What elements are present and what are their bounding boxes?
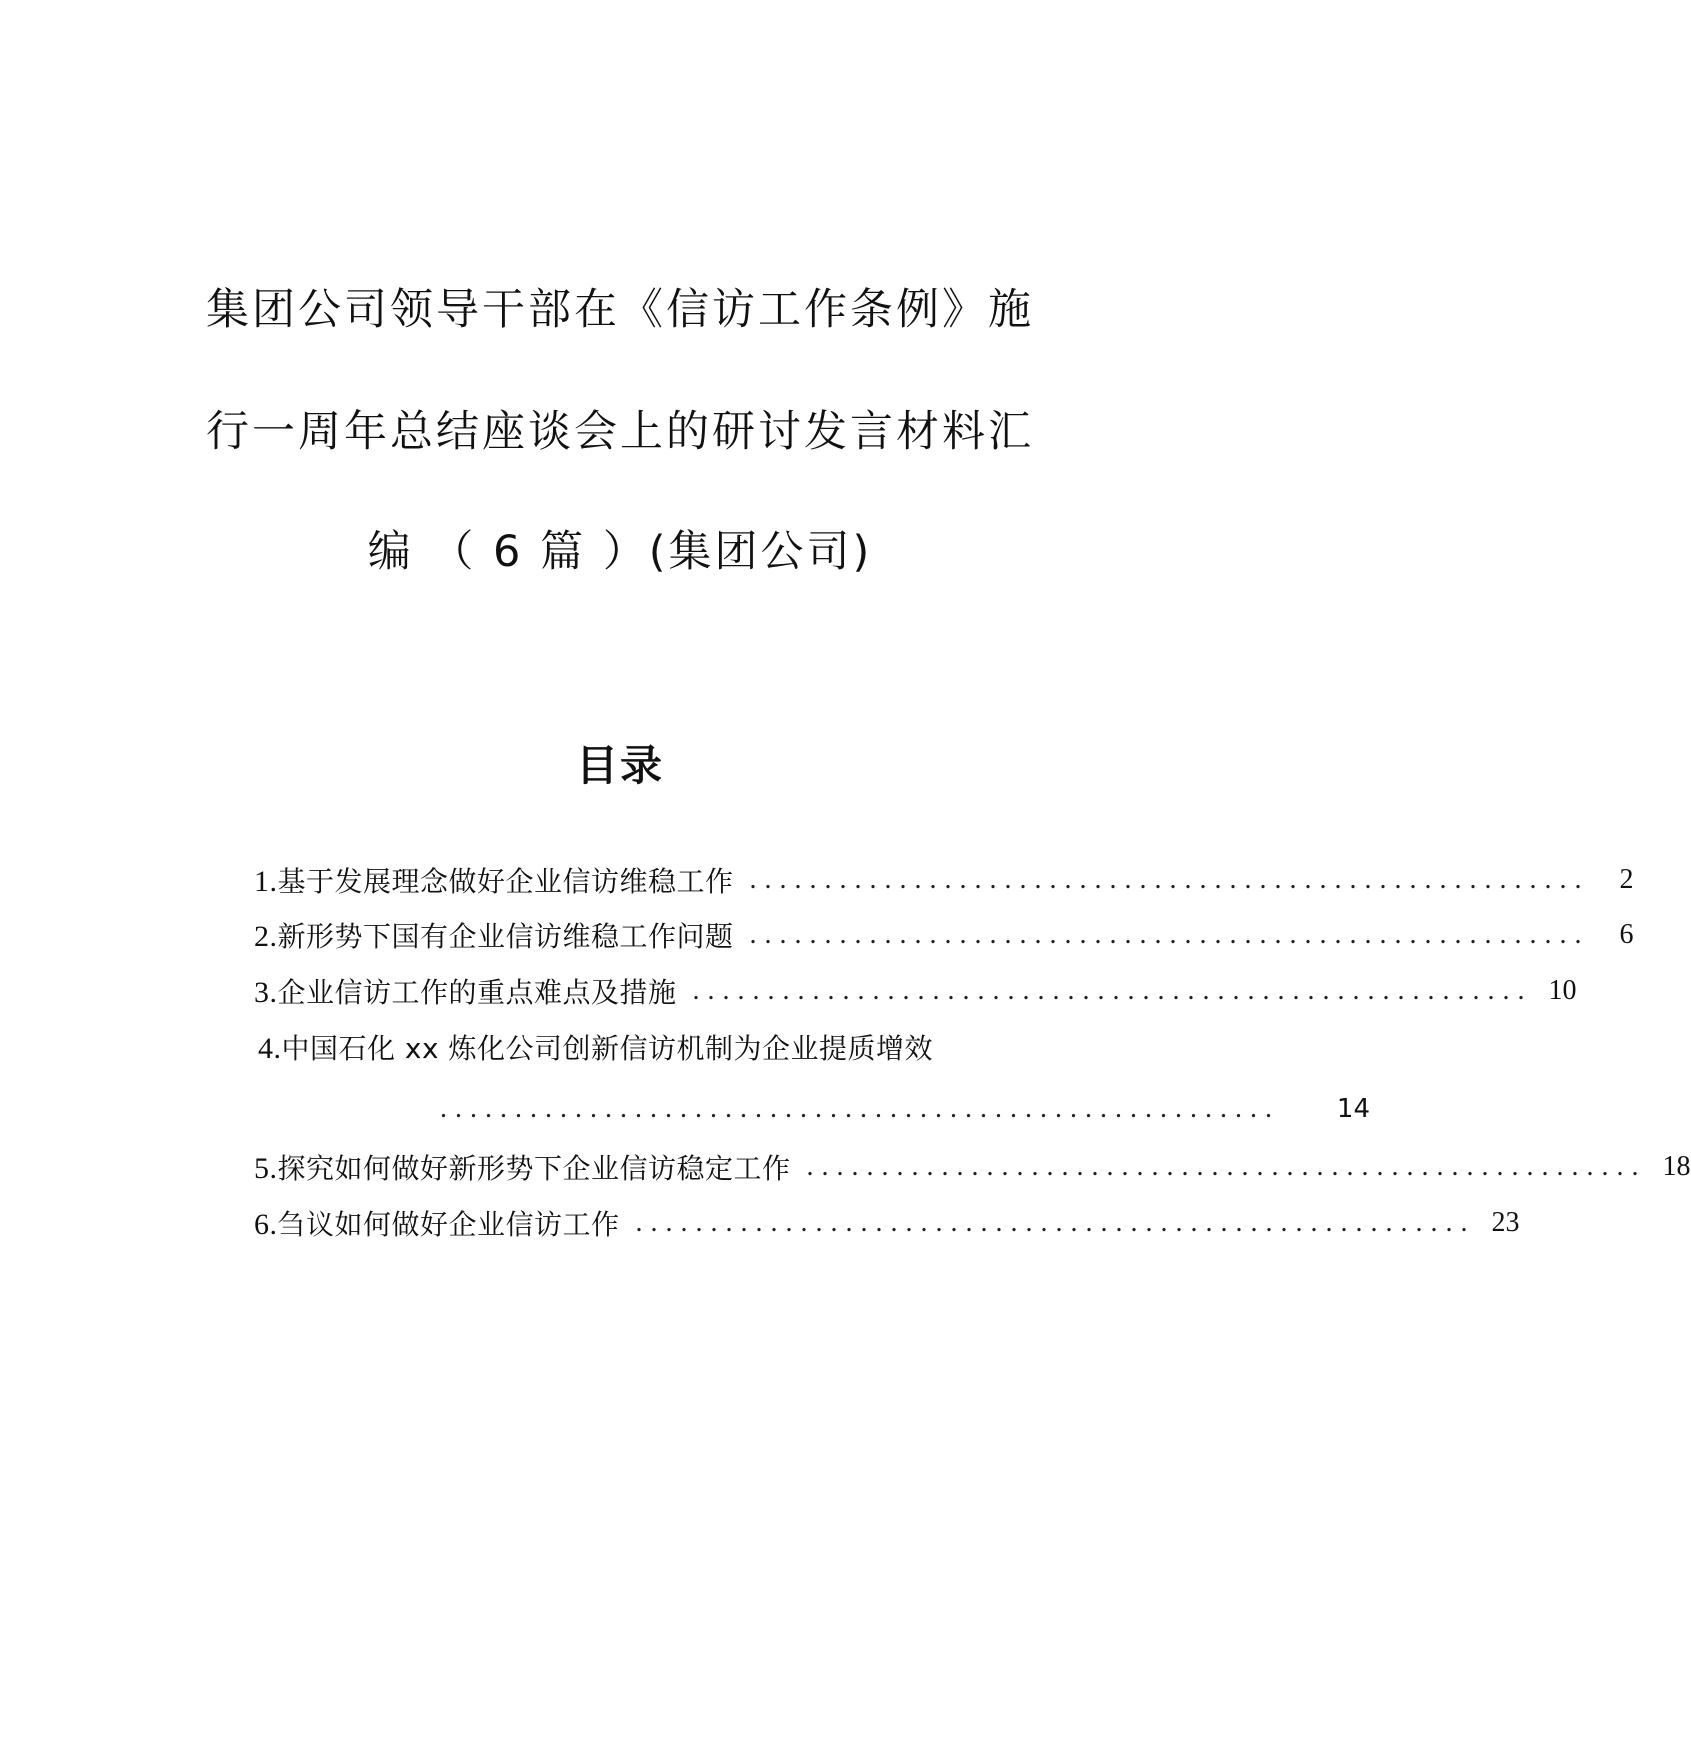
toc-entry-page: 10 bbox=[1548, 975, 1577, 1006]
document-title-line-2: 行一周年总结座谈会上的研讨发言材料汇 bbox=[206, 407, 1034, 457]
toc-entry-text bbox=[254, 860, 734, 900]
toc-entry-page: 23 bbox=[1491, 1207, 1520, 1238]
toc-entry-6[interactable] bbox=[254, 1201, 1520, 1245]
toc-entry-5[interactable] bbox=[254, 1145, 1691, 1189]
toc-entry-title: 刍议如何做好企业信访工作 bbox=[277, 1208, 620, 1241]
toc-entry-title: 探究如何做好新形势下企业信访稳定工作 bbox=[277, 1152, 791, 1185]
toc-entry-number: 5. bbox=[254, 1152, 278, 1185]
toc-leader-dots: ........................................................ bbox=[635, 1207, 1476, 1238]
toc-entry-number: 2. bbox=[254, 920, 278, 953]
toc-leader-dots: ........................................................ bbox=[440, 1093, 1280, 1124]
toc-leader-dots: ........................................................ bbox=[749, 864, 1590, 895]
toc-entry-page: 14 bbox=[1336, 1094, 1370, 1124]
toc-leader-dots: ........................................................ bbox=[806, 1151, 1647, 1182]
toc-entry-number: 3. bbox=[254, 976, 278, 1009]
toc-leader-dots: ........................................................ bbox=[749, 919, 1590, 950]
toc-leader-dots: ........................................................ bbox=[692, 975, 1533, 1006]
toc-entry-3[interactable] bbox=[254, 969, 1577, 1013]
toc-entry-number: 6. bbox=[254, 1208, 278, 1241]
toc-entry-2[interactable] bbox=[254, 913, 1634, 957]
toc-entry-number: 1. bbox=[254, 865, 278, 898]
toc-entry-title: 中国石化 xx 炼化公司创新信访机制为企业提质增效 bbox=[281, 1032, 933, 1065]
toc-entry-title: 基于发展理念做好企业信访维稳工作 bbox=[277, 865, 734, 898]
toc-entry-title: 新形势下国有企业信访维稳工作问题 bbox=[277, 920, 734, 953]
toc-entry-page: 6 bbox=[1619, 919, 1634, 950]
toc-entry-page: 18 bbox=[1662, 1151, 1691, 1182]
toc-entry-text bbox=[254, 1203, 620, 1243]
toc-entry-text bbox=[254, 971, 677, 1011]
toc-entry-text bbox=[254, 915, 734, 955]
toc-heading: 目录 bbox=[575, 741, 664, 790]
toc-entry-text bbox=[254, 1147, 791, 1187]
toc-entry-1[interactable] bbox=[254, 858, 1634, 902]
document-title-line-3: 编 （ 6 篇 ）(集团公司) bbox=[367, 527, 873, 577]
toc-entry-4[interactable] bbox=[258, 1025, 1058, 1069]
toc-entry-page: 2 bbox=[1619, 864, 1634, 895]
toc-entry-title: 企业信访工作的重点难点及措施 bbox=[277, 976, 677, 1009]
document-title-line-1: 集团公司领导干部在《信访工作条例》施 bbox=[206, 285, 1034, 335]
toc-entry-text bbox=[258, 1027, 933, 1067]
toc-entry-number: 4. bbox=[258, 1032, 282, 1065]
toc-entry-4-continuation[interactable] bbox=[440, 1087, 1370, 1131]
